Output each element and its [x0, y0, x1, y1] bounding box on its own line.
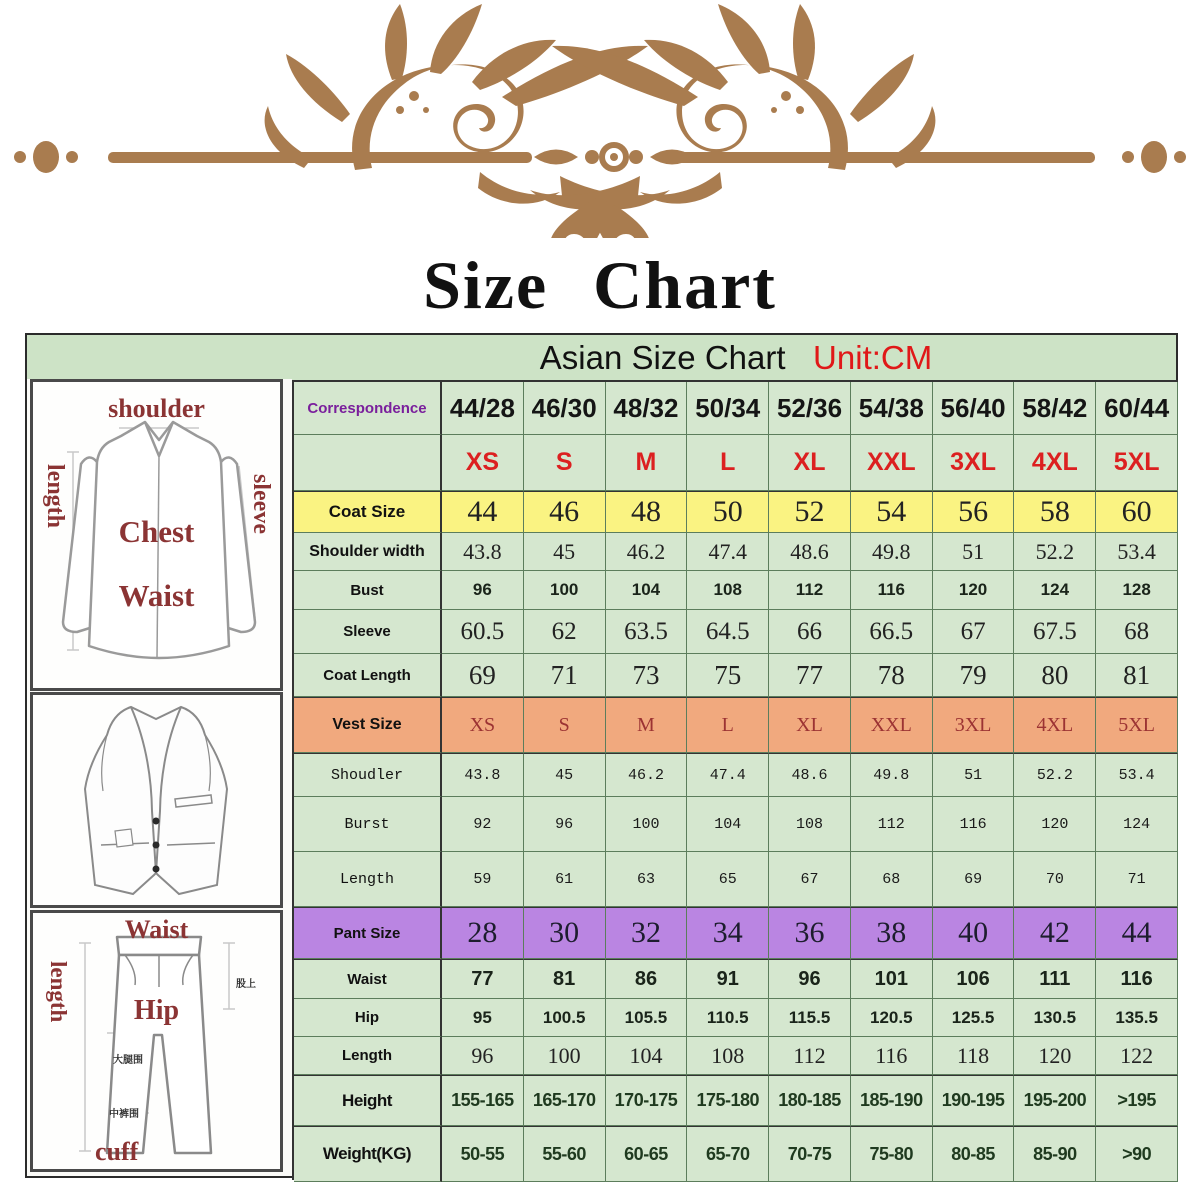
table-cell: 50-55: [442, 1126, 524, 1182]
table-cell: 40: [933, 907, 1015, 959]
table-cell: 54: [851, 491, 933, 533]
table-cell: 63.5: [606, 610, 688, 654]
table-cell: 70: [1014, 852, 1096, 907]
row-label: Sleeve: [294, 610, 442, 654]
row-label: Pant Size: [294, 907, 442, 959]
row-label: Length: [294, 1037, 442, 1075]
jacket-label-length: length: [42, 464, 68, 529]
table-cell: 47.4: [687, 753, 769, 797]
pants-label-length: length: [46, 961, 71, 1023]
table-cell: XL: [769, 697, 851, 753]
table-cell: 128: [1096, 571, 1178, 610]
table-cell: 66.5: [851, 610, 933, 654]
page-title: Size Chart: [423, 247, 777, 323]
table-cell: 71: [524, 654, 606, 697]
pants-note-rise: 股上: [236, 979, 256, 990]
table-cell: 108: [687, 1037, 769, 1075]
pants-label-waist: Waist: [124, 915, 189, 944]
table-cell: 195-200: [1014, 1075, 1096, 1126]
table-cell: 111: [1014, 959, 1096, 999]
row-label: Shoulder width: [294, 533, 442, 571]
table-cell: 52.2: [1014, 533, 1096, 571]
pants-label-cuff: cuff: [95, 1137, 139, 1166]
table-cell: 125.5: [933, 999, 1015, 1037]
table-cell: M: [606, 697, 688, 753]
table-cell: XL: [769, 435, 851, 491]
table-cell: 108: [687, 571, 769, 610]
table-cell: 61: [524, 852, 606, 907]
table-cell: 51: [933, 533, 1015, 571]
table-cell: 49.8: [851, 753, 933, 797]
table-cell: 38: [851, 907, 933, 959]
table-row: [294, 654, 1178, 697]
table-cell: 95: [442, 999, 524, 1037]
table-cell: 4XL: [1014, 697, 1096, 753]
table-cell: 120: [933, 571, 1015, 610]
table-cell: 32: [606, 907, 688, 959]
table-row: [294, 797, 1178, 852]
table-cell: 91: [687, 959, 769, 999]
table-cell: XXL: [851, 697, 933, 753]
table-cell: 80: [1014, 654, 1096, 697]
table-cell: 60/44: [1096, 382, 1178, 435]
table-cell: 52: [769, 491, 851, 533]
table-cell: 100: [606, 797, 688, 852]
table-cell: 48.6: [769, 753, 851, 797]
table-cell: 50/34: [687, 382, 769, 435]
table-cell: 120.5: [851, 999, 933, 1037]
table-cell: 96: [769, 959, 851, 999]
table-cell: 49.8: [851, 533, 933, 571]
table-cell: 112: [769, 571, 851, 610]
table-cell: 73: [606, 654, 688, 697]
table-cell: 3XL: [933, 697, 1015, 753]
table-cell: 86: [606, 959, 688, 999]
table-cell: 53.4: [1096, 753, 1178, 797]
table-cell: 170-175: [606, 1075, 688, 1126]
table-cell: L: [687, 697, 769, 753]
row-label: Hip: [294, 999, 442, 1037]
table-cell: 67.5: [1014, 610, 1096, 654]
table-row: [294, 382, 1178, 435]
table-cell: 120: [1014, 797, 1096, 852]
table-cell: 100: [524, 1037, 606, 1075]
table-row: [294, 999, 1178, 1037]
table-cell: 43.8: [442, 753, 524, 797]
table-cell: 42: [1014, 907, 1096, 959]
table-cell: 78: [851, 654, 933, 697]
table-cell: 116: [1096, 959, 1178, 999]
table-cell: 56/40: [933, 382, 1015, 435]
table-cell: XXL: [851, 435, 933, 491]
table-cell: 68: [1096, 610, 1178, 654]
table-cell: 104: [687, 797, 769, 852]
table-cell: 92: [442, 797, 524, 852]
table-cell: 53.4: [1096, 533, 1178, 571]
row-label: Waist: [294, 959, 442, 999]
table-cell: 66: [769, 610, 851, 654]
table-cell: 3XL: [933, 435, 1015, 491]
table-cell: 30: [524, 907, 606, 959]
jacket-panel: [30, 379, 283, 691]
table-cell: 130.5: [1014, 999, 1096, 1037]
table-cell: 116: [933, 797, 1015, 852]
table-cell: 81: [1096, 654, 1178, 697]
table-cell: 100.5: [524, 999, 606, 1037]
size-chart-table: [25, 333, 1178, 1178]
row-label: [294, 435, 442, 491]
table-header-unit: Unit:CM: [813, 339, 933, 376]
pants-panel: [30, 910, 283, 1172]
table-cell: 120: [1014, 1037, 1096, 1075]
table-cell: 96: [442, 1037, 524, 1075]
table-cell: 69: [442, 654, 524, 697]
table-cell: 68: [851, 852, 933, 907]
table-cell: 58/42: [1014, 382, 1096, 435]
table-cell: 48.6: [769, 533, 851, 571]
table-row: [294, 1075, 1178, 1126]
table-cell: 67: [769, 852, 851, 907]
jacket-label-chest: Chest: [118, 514, 195, 549]
table-row: [294, 753, 1178, 797]
table-cell: 77: [442, 959, 524, 999]
table-row: [294, 852, 1178, 907]
table-cell: 112: [851, 797, 933, 852]
table-row: [294, 959, 1178, 999]
table-cell: XS: [442, 435, 524, 491]
table-cell: L: [687, 435, 769, 491]
table-cell: 77: [769, 654, 851, 697]
table-cell: 70-75: [769, 1126, 851, 1182]
table-cell: 64.5: [687, 610, 769, 654]
table-cell: 44: [442, 491, 524, 533]
row-label: Bust: [294, 571, 442, 610]
table-cell: 110.5: [687, 999, 769, 1037]
table-header-text: Asian Size Chart: [539, 339, 786, 376]
pants-note-knee: 中裤围: [109, 1109, 139, 1120]
table-cell: 67: [933, 610, 1015, 654]
table-cell: 81: [524, 959, 606, 999]
table-cell: 79: [933, 654, 1015, 697]
vest-illustration: [33, 695, 280, 905]
table-cell: 34: [687, 907, 769, 959]
table-cell: 101: [851, 959, 933, 999]
table-cell: 115.5: [769, 999, 851, 1037]
table-cell: 124: [1014, 571, 1096, 610]
table-cell: 69: [933, 852, 1015, 907]
table-cell: 96: [442, 571, 524, 610]
row-label: Coat Size: [294, 491, 442, 533]
table-cell: >195: [1096, 1075, 1178, 1126]
table-cell: 52/36: [769, 382, 851, 435]
pants-illustration: [33, 913, 280, 1169]
table-cell: 28: [442, 907, 524, 959]
table-cell: XS: [442, 697, 524, 753]
vest-panel: [30, 692, 283, 908]
table-cell: 60-65: [606, 1126, 688, 1182]
table-cell: 104: [606, 1037, 688, 1075]
table-cell: S: [524, 697, 606, 753]
table-row: [294, 1126, 1178, 1182]
table-cell: 62: [524, 610, 606, 654]
table-cell: 104: [606, 571, 688, 610]
table-cell: 5XL: [1096, 697, 1178, 753]
table-cell: 46.2: [606, 533, 688, 571]
table-cell: 48: [606, 491, 688, 533]
table-cell: 46.2: [606, 753, 688, 797]
table-cell: 43.8: [442, 533, 524, 571]
table-cell: 185-190: [851, 1075, 933, 1126]
table-cell: 52.2: [1014, 753, 1096, 797]
table-row: [294, 533, 1178, 571]
table-cell: 51: [933, 753, 1015, 797]
table-cell: 190-195: [933, 1075, 1015, 1126]
table-cell: 58: [1014, 491, 1096, 533]
size-data-grid: [292, 380, 1178, 1180]
table-cell: 44: [1096, 907, 1178, 959]
table-cell: 45: [524, 753, 606, 797]
table-row: [294, 697, 1178, 753]
table-cell: 180-185: [769, 1075, 851, 1126]
table-cell: 65-70: [687, 1126, 769, 1182]
row-label: Height: [294, 1075, 442, 1126]
table-cell: 47.4: [687, 533, 769, 571]
table-cell: 105.5: [606, 999, 688, 1037]
illustration-column: [27, 379, 292, 1176]
table-cell: 122: [1096, 1037, 1178, 1075]
table-row: [294, 491, 1178, 533]
table-cell: 124: [1096, 797, 1178, 852]
table-cell: 75-80: [851, 1126, 933, 1182]
table-cell: 112: [769, 1037, 851, 1075]
table-cell: 106: [933, 959, 1015, 999]
table-cell: 175-180: [687, 1075, 769, 1126]
table-cell: 46/30: [524, 382, 606, 435]
table-row: [294, 571, 1178, 610]
table-cell: 54/38: [851, 382, 933, 435]
row-label: Burst: [294, 797, 442, 852]
table-cell: 85-90: [1014, 1126, 1096, 1182]
table-cell: 75: [687, 654, 769, 697]
table-cell: 59: [442, 852, 524, 907]
table-cell: S: [524, 435, 606, 491]
table-cell: 116: [851, 1037, 933, 1075]
table-cell: 63: [606, 852, 688, 907]
row-label: Weight(KG): [294, 1126, 442, 1182]
table-row: [294, 907, 1178, 959]
table-cell: 155-165: [442, 1075, 524, 1126]
table-row: [294, 610, 1178, 654]
table-cell: 80-85: [933, 1126, 1015, 1182]
table-cell: 55-60: [524, 1126, 606, 1182]
table-cell: 71: [1096, 852, 1178, 907]
table-cell: 46: [524, 491, 606, 533]
table-cell: 118: [933, 1037, 1015, 1075]
pants-note-thigh: 大腿围: [113, 1055, 143, 1066]
table-cell: 100: [524, 571, 606, 610]
table-row: [294, 435, 1178, 491]
table-cell: 5XL: [1096, 435, 1178, 491]
jacket-label-sleeve: sleeve: [248, 474, 274, 534]
table-header: [294, 335, 1178, 380]
table-cell: 45: [524, 533, 606, 571]
table-cell: 60.5: [442, 610, 524, 654]
table-cell: 60: [1096, 491, 1178, 533]
row-label: Coat Length: [294, 654, 442, 697]
table-cell: >90: [1096, 1126, 1178, 1182]
table-cell: 44/28: [442, 382, 524, 435]
table-cell: 165-170: [524, 1075, 606, 1126]
table-cell: 4XL: [1014, 435, 1096, 491]
row-label: Shoudler: [294, 753, 442, 797]
row-label: Vest Size: [294, 697, 442, 753]
table-cell: 36: [769, 907, 851, 959]
table-cell: M: [606, 435, 688, 491]
jacket-label-waist: Waist: [118, 578, 195, 613]
table-cell: 56: [933, 491, 1015, 533]
table-cell: 135.5: [1096, 999, 1178, 1037]
table-row: [294, 1037, 1178, 1075]
table-cell: 48/32: [606, 382, 688, 435]
jacket-label-shoulder: shoulder: [108, 394, 205, 423]
ornament-divider: [0, 0, 1200, 238]
row-label: Correspondence: [294, 382, 442, 435]
table-cell: 108: [769, 797, 851, 852]
table-cell: 116: [851, 571, 933, 610]
table-cell: 96: [524, 797, 606, 852]
row-label: Length: [294, 852, 442, 907]
pants-label-hip: Hip: [133, 995, 180, 1026]
table-cell: 65: [687, 852, 769, 907]
table-cell: 50: [687, 491, 769, 533]
